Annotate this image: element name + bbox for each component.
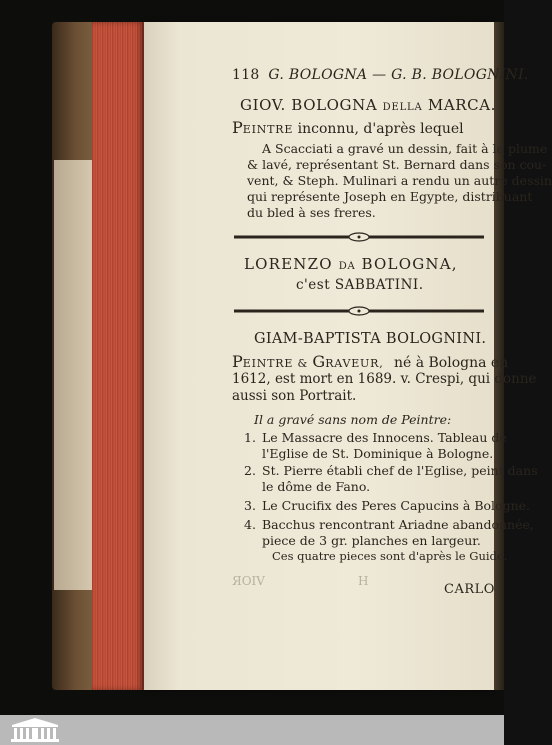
entry3-intro-1 [232, 352, 508, 371]
entry2-title-a: LORENZO [244, 255, 333, 273]
entry3-intro-2: 1612, est mort en 1689. v. Crespi, qui donne [232, 371, 537, 387]
entry3-intro-cap-p: P [232, 352, 243, 371]
entry3-intro-3: aussi son Portrait. [232, 388, 357, 404]
item-2-line-1: St. Pierre établi chef de l'Eglise, peint dans [262, 463, 538, 478]
red-page-edges [92, 22, 144, 690]
entry1-line-3: vent, & Steph. Mulinari a rendu un autre dessin [247, 173, 552, 188]
entry2-title [244, 255, 458, 273]
entry1-line-2: & lavé, représentant St. Bernard dans son cou- [247, 157, 547, 172]
item-2-number: 2. [244, 463, 256, 478]
item-4-line-2: piece de 3 gr. planches en largeur. [262, 533, 481, 548]
entry3-intro-cap-g: G [312, 352, 326, 371]
entry1-role-rest: EINTRE [242, 123, 294, 136]
ornamental-rule-1 [234, 233, 484, 241]
entry3-intro-raveur: RAVEUR, [325, 357, 384, 370]
bleed-through-right: H [358, 574, 369, 588]
item-3-number: 3. [244, 498, 256, 513]
bleed-through-left: ЯОІV [232, 574, 265, 588]
entry2-title-b: BOLOGNA, [361, 255, 458, 273]
entry1-line-4: qui représente Joseph en Egypte, distribuant [247, 189, 533, 204]
running-head-text: G. BOLOGNA — G. B. BOLOGNINI. [268, 67, 529, 83]
ornamental-rule-2 [234, 307, 484, 315]
entry1-line-5: du bled à ses freres. [247, 205, 376, 220]
entry1-title-sc: DELLA [382, 102, 423, 113]
item-1-line-1: Le Massacre des Innocens. Tableau de [262, 430, 507, 445]
entry3-subhead: Il a gravé sans nom de Peintre: [254, 412, 452, 427]
entry2-subtitle: c'est SABBATINI. [296, 277, 424, 293]
item-1-number: 1. [244, 430, 256, 445]
entry1-role-tail: inconnu, d'après lequel [297, 121, 464, 137]
entry1-line-1: A Scacciati a gravé un dessin, fait à la plume [262, 141, 548, 156]
entry1-title [240, 96, 496, 114]
item-1-line-2: l'Eglise de St. Dominique à Bologne. [262, 446, 494, 461]
entry1-role-cap: P [232, 118, 243, 137]
entry1-role [232, 118, 464, 137]
entry3-intro-eintre: EINTRE & [242, 357, 313, 370]
back-endpaper [54, 160, 96, 590]
catchword: CARLO [444, 582, 495, 597]
entry2-title-sc: DA [338, 261, 356, 272]
item-4-number: 4. [244, 517, 256, 532]
entry1-title-main: GIOV. BOLOGNA [240, 96, 378, 114]
entry3-note: Ces quatre pieces sont d'après le Guide. [272, 549, 508, 563]
library-building-logo [8, 717, 62, 743]
viewer-footer-bar [0, 715, 504, 745]
page-number: 118 [232, 67, 260, 83]
entry1-title-end: MARCA. [427, 96, 497, 114]
item-4-line-1: Bacchus rencontrant Ariadne abandonnée, [262, 517, 534, 532]
entry3-intro-born: né à Bologna en [393, 355, 509, 371]
item-2-line-2: le dôme de Fano. [262, 479, 371, 494]
entry3-title: GIAM-BAPTISTA BOLOGNINI. [254, 331, 487, 347]
item-3-line-1: Le Crucifix des Peres Capucins à Bologne. [262, 498, 531, 513]
running-head [232, 67, 529, 83]
